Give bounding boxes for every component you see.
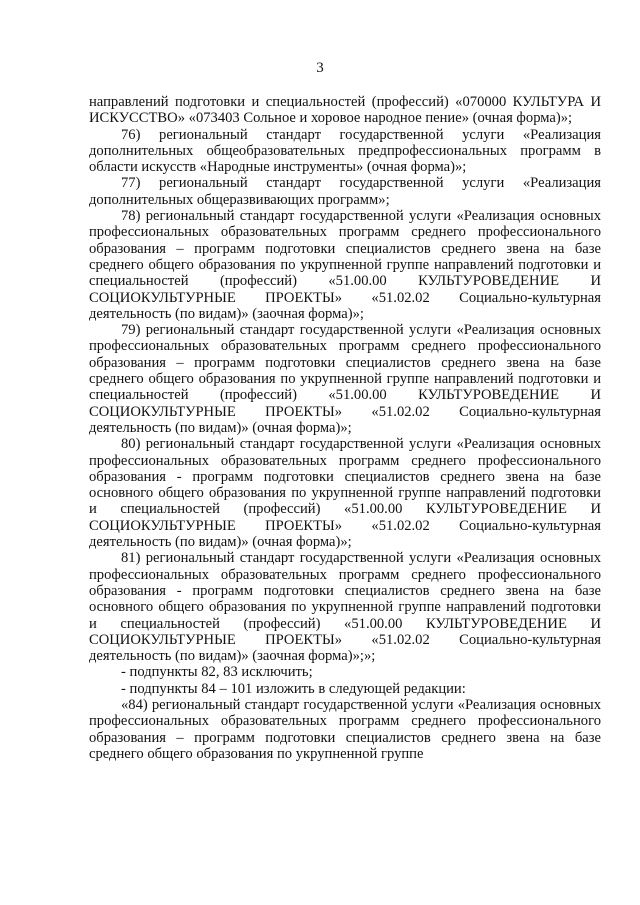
paragraph-item-84: «84) региональный стандарт государственной услуги «Реализация основных профессиональных образовательных программ среднего профессионального образования – программ подготовки специалистов среднего звена на базе среднего общего образования по укрупненной группе xyxy=(89,696,601,762)
page-number: 3 xyxy=(316,60,324,76)
paragraph-item-80: 80) региональный стандарт государственной услуги «Реализация основных профессиональных образовательных программ среднего профессионального образования - программ подготовки специалистов среднего звена на базе основного общего образования по укрупненной группе направлений подготовки и специальностей (профессий) «51.00.00 КУЛЬТУРОВЕДЕНИЕ И СОЦИОКУЛЬТУРНЫЕ ПРОЕКТЫ» «51.02.02 Социально-культурная деятельность (по видам)» (очная форма)»; xyxy=(89,436,601,551)
paragraph-exclude-82-83: - подпункты 82, 83 исключить; xyxy=(121,664,313,681)
paragraph-item-77: 77) региональный стандарт государственной услуги «Реализация дополнительных общеразвивающих программ»; xyxy=(89,175,601,208)
paragraph-continuation: направлений подготовки и специальностей (профессий) «070000 КУЛЬТУРА И ИСКУССТВО» «073403 Сольное и хоровое народное пение» (очная форма)»; xyxy=(89,94,601,127)
paragraph-item-78: 78) региональный стандарт государственной услуги «Реализация основных профессиональных образовательных программ среднего профессионального образования – программ подготовки специалистов среднего звена на базе среднего общего образования по укрупненной группе направлений подготовки и специальностей (профессий) «51.00.00 КУЛЬТУРОВЕДЕНИЕ И СОЦИОКУЛЬТУРНЫЕ ПРОЕКТЫ» «51.02.02 Социально-культурная деятельность (по видам)» (заочная форма)»; xyxy=(89,208,601,322)
paragraph-item-76: 76) региональный стандарт государственной услуги «Реализация дополнительных общеобразовательных предпрофессиональных программ в области искусств «Народные инструменты» (очная форма)»; xyxy=(89,126,601,176)
paragraph-item-79: 79) региональный стандарт государственной услуги «Реализация основных профессиональных образовательных программ среднего профессионального образования – программ подготовки специалистов среднего звена на базе среднего общего образования по укрупненной группе направлений подготовки и специальностей (профессий) «51.00.00 КУЛЬТУРОВЕДЕНИЕ И СОЦИОКУЛЬТУРНЫЕ ПРОЕКТЫ» «51.02.02 Социально-культурная деятельность (по видам)» (очная форма)»; xyxy=(89,322,601,436)
document-body xyxy=(89,94,601,762)
paragraph-restate-84-101: - подпункты 84 – 101 изложить в следующей редакции: xyxy=(121,680,466,697)
paragraph-item-81: 81) региональный стандарт государственной услуги «Реализация основных профессиональных образовательных программ среднего профессионального образования - программ подготовки специалистов среднего звена на базе основного общего образования по укрупненной группе направлений подготовки и специальностей (профессий) «51.00.00 КУЛЬТУРОВЕДЕНИЕ И СОЦИОКУЛЬТУРНЫЕ ПРОЕКТЫ» «51.02.02 Социально-культурная деятельность (по видам)» (заочная форма)»;»; xyxy=(89,550,601,665)
